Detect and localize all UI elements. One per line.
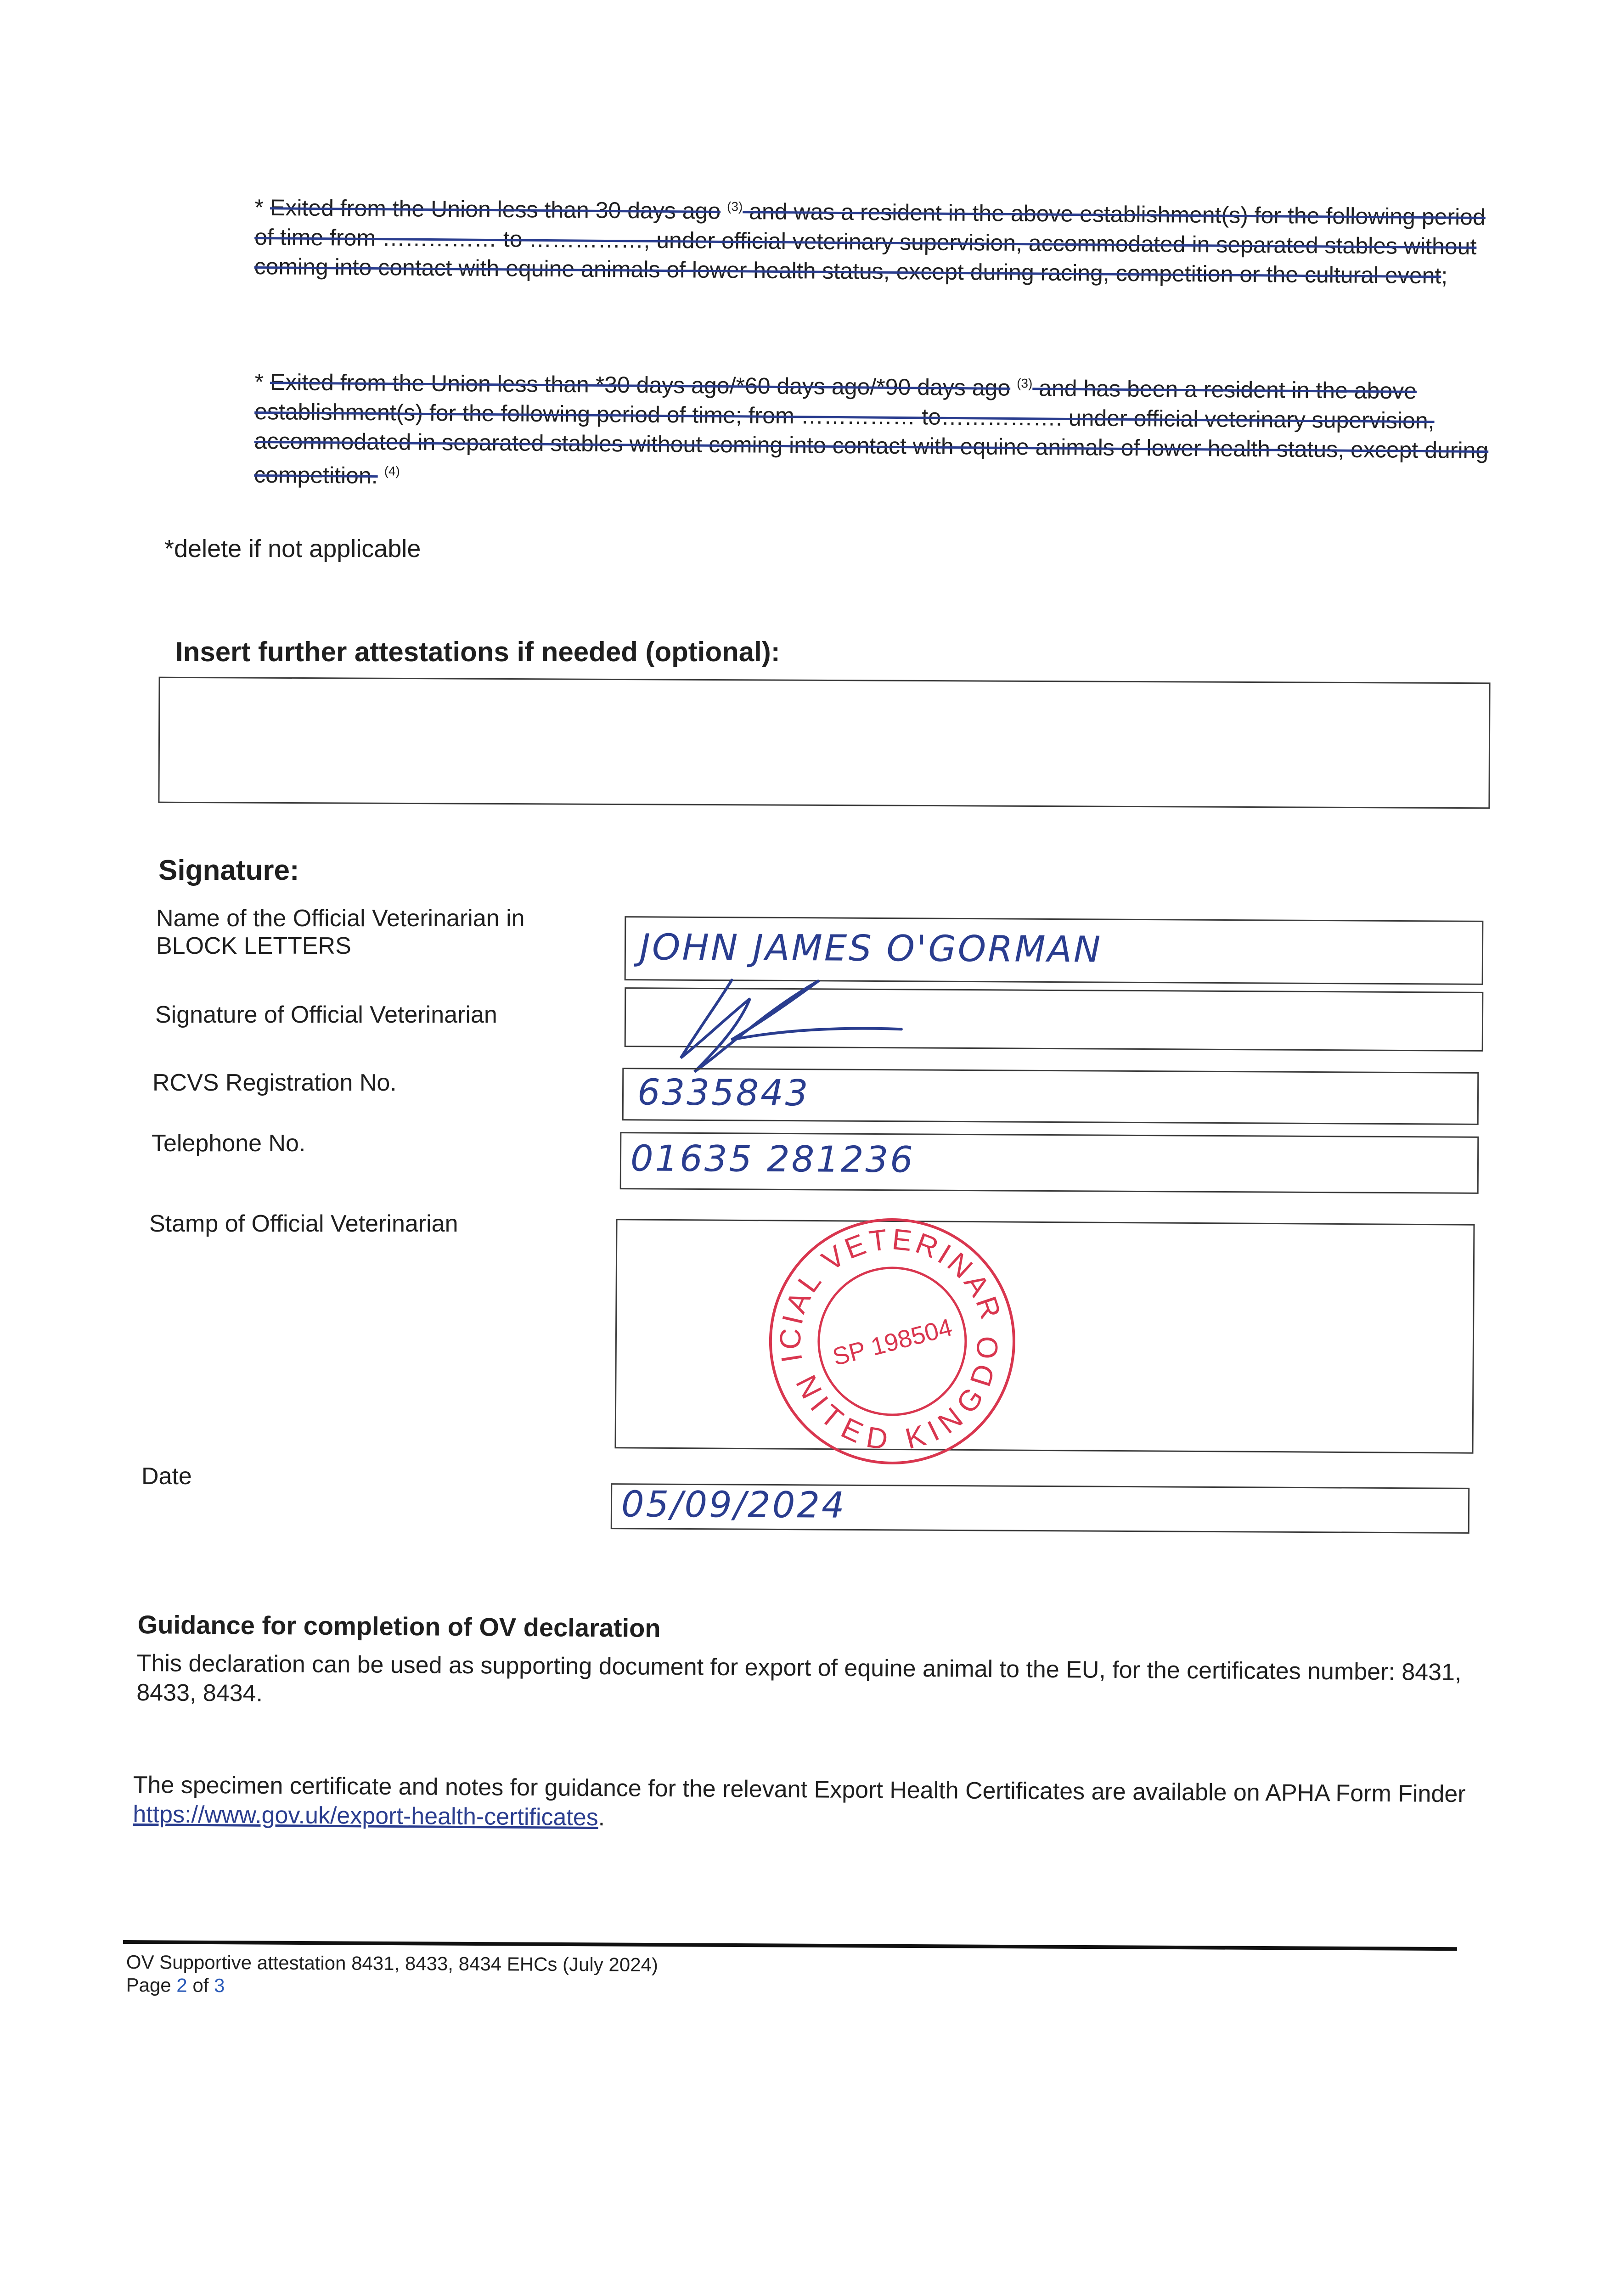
further-attestations-heading: Insert further attestations if needed (optional):: [175, 636, 780, 667]
footer-divider: [123, 1940, 1457, 1951]
name-value: JOHN JAMES O'GORMAN: [639, 927, 1103, 971]
stamp-field[interactable]: [614, 1219, 1475, 1457]
page-number: [126, 1974, 658, 1999]
further-attestations-box[interactable]: [158, 677, 1490, 809]
page-word: Page: [126, 1974, 177, 1996]
rcvs-field[interactable]: [622, 1068, 1479, 1125]
phone-value: 01635 281236: [630, 1138, 915, 1181]
page-current: 2: [176, 1974, 187, 1996]
phone-field[interactable]: [620, 1132, 1479, 1194]
attestation-2-struck: Exited from the Union less than *30 days ago/*60 days ago/*90 days ago: [270, 369, 1011, 401]
attestation-1-prefix: *: [254, 194, 270, 220]
signature-label: Signature of Official Veterinarian: [155, 1002, 497, 1028]
attestation-2-prefix: *: [254, 369, 270, 395]
attestation-1-struck-2: and was a resident in the above establishment(s) for the following period of time from …………… to ……………, under official veterinary supervision, accommodated in separated stables without coming into contact with equine animals of lower health status, except during racing, competition or the cultural event: [254, 198, 1486, 288]
footer-title: OV Supportive attestation 8431, 8433, 8434 EHCs (July 2024): [126, 1951, 659, 1976]
page-total: 3: [214, 1975, 225, 1997]
rcvs-label: RCVS Registration No.: [152, 1069, 397, 1096]
signature-field[interactable]: [625, 987, 1484, 1052]
stamp-bottom-text: UNITED KINGDOM: [789, 1333, 1004, 1457]
delete-note: *delete if not applicable: [164, 535, 421, 563]
rcvs-value: 6335843: [637, 1072, 810, 1114]
attestation-2-struck-2: and has been a resident in the above establishment(s) for the following period of time; from …………… to……………. under official veterinary supervision, accommodated in separated stables without coming into contact with equine animals of lower health status, except during competition.: [253, 375, 1489, 489]
guidance-paragraph-2-text: The specimen certificate and notes for guidance for the relevant Export Health Certificates are available on APHA Form Finder: [133, 1772, 1466, 1808]
name-label: Name of the Official Veterinarian in BLOCK LETTERS: [156, 905, 525, 959]
attestation-paragraph-2: [254, 363, 1495, 499]
stamp-label: Stamp of Official Veterinarian: [149, 1210, 458, 1237]
note-ref-4: (4): [384, 463, 400, 478]
export-health-certificates-link[interactable]: https://www.gov.uk/export-health-certificates: [133, 1801, 598, 1831]
guidance-paragraph-1: This declaration can be used as supporting document for export of equine animal to the EU, for the certificates number: 8431, 8433, 8434.: [136, 1650, 1462, 1707]
attestation-1-struck: Exited from the Union less than 30 days ago: [270, 194, 721, 224]
handwritten-signature: [653, 970, 911, 1077]
guidance-paragraph-2-end: .: [598, 1804, 605, 1831]
date-value: 05/09/2024: [621, 1484, 846, 1526]
stamp-top-text: OFFICIAL VETERINARIAN: [773, 1222, 1008, 1365]
date-label: Date: [141, 1463, 192, 1490]
phone-label: Telephone No.: [152, 1130, 306, 1157]
attestation-paragraph-1: [254, 188, 1495, 291]
date-field[interactable]: [611, 1483, 1469, 1534]
stamp-center-text: SP 198504: [830, 1313, 955, 1371]
note-ref-3b: (3): [1017, 376, 1033, 391]
signature-heading: Signature:: [158, 855, 299, 886]
official-veterinarian-stamp: [763, 1212, 1021, 1470]
guidance-heading: Guidance for completion of OV declaration: [137, 1610, 661, 1643]
page-of: of: [187, 1974, 214, 1997]
note-ref-3: (3): [727, 199, 743, 214]
footer: [126, 1951, 658, 1999]
guidance-paragraph-2: [133, 1770, 1474, 1838]
attestation-1-suffix: ;: [1441, 262, 1448, 289]
